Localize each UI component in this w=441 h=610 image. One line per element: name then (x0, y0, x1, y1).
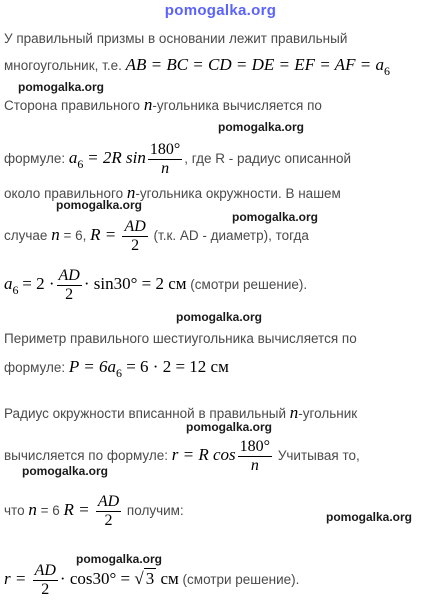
p2-line2: формуле: a6 = 2R sin $\frac{180^\circ}{n}$ , где R - радиус описанной (4, 140, 352, 177)
watermark-1: pomogalka.org (18, 80, 105, 94)
p1-line1: У правильный призмы в основании лежит правильный (4, 31, 348, 46)
fraction-180-over-n-2: $\frac{180^\circ}{n}$ (239, 437, 271, 474)
watermark-8: pomogalka.org (326, 510, 413, 524)
equation-r: r = $\frac{AD}{2}$ · cos30° = √ 3 см (смотри решение). (4, 561, 300, 598)
p2-line4: случае n = 6, R = $\frac{AD}{2}$ (т.к. AD - диаметр), тогда (4, 217, 309, 254)
p3-line1: Периметр правильного шестиугольника вычисляется по (4, 331, 357, 346)
fraction-ad-over-2: $\frac{AD}{2}$ (124, 217, 146, 254)
equation-a6: a6 = 2 · $\frac{AD}{2}$ · sin30° = 2 см (смотри решение). (4, 266, 308, 303)
p2-line3: около правильного n-угольника окружности. В нашем (4, 183, 341, 202)
watermark-2: pomogalka.org (218, 120, 305, 134)
site-header-watermark[interactable]: pomogalka.org (164, 2, 277, 19)
p1-line2: многоугольник, т.е. AB = BC = CD = DE = EF = AF = a6 (4, 55, 390, 78)
fraction-ad-over-2-b: $\frac{AD}{2}$ (97, 492, 120, 529)
watermark-4: pomogalka.org (232, 210, 319, 224)
watermark-9: pomogalka.org (76, 552, 163, 566)
watermark-6: pomogalka.org (186, 420, 273, 434)
p4-line1: Радиус окружности вписанной в правильный n-угольник (4, 403, 358, 422)
fraction-180-over-n: $\frac{180^\circ}{n}$ (149, 140, 181, 177)
p3-line2: формуле: P = 6a6 = 6 · 2 = 12 см (4, 357, 229, 380)
watermark-7: pomogalka.org (22, 464, 109, 478)
eq2-fraction: $\frac{AD}{2}$ (34, 561, 56, 598)
sqrt-3: √ 3 (134, 569, 155, 588)
p4-line2: вычисляется по формуле: r = R cos $\frac{180^\circ}{n}$ Учитывая то, (4, 437, 360, 474)
watermark-3: pomogalka.org (56, 198, 143, 212)
p4-line3: что n = 6 R = $\frac{AD}{2}$ получим: (4, 492, 184, 529)
eq1-fraction: $\frac{AD}{2}$ (58, 266, 80, 303)
p2-line1: Сторона правильного n-угольника вычисляется по (4, 95, 322, 114)
watermark-5: pomogalka.org (176, 310, 263, 324)
